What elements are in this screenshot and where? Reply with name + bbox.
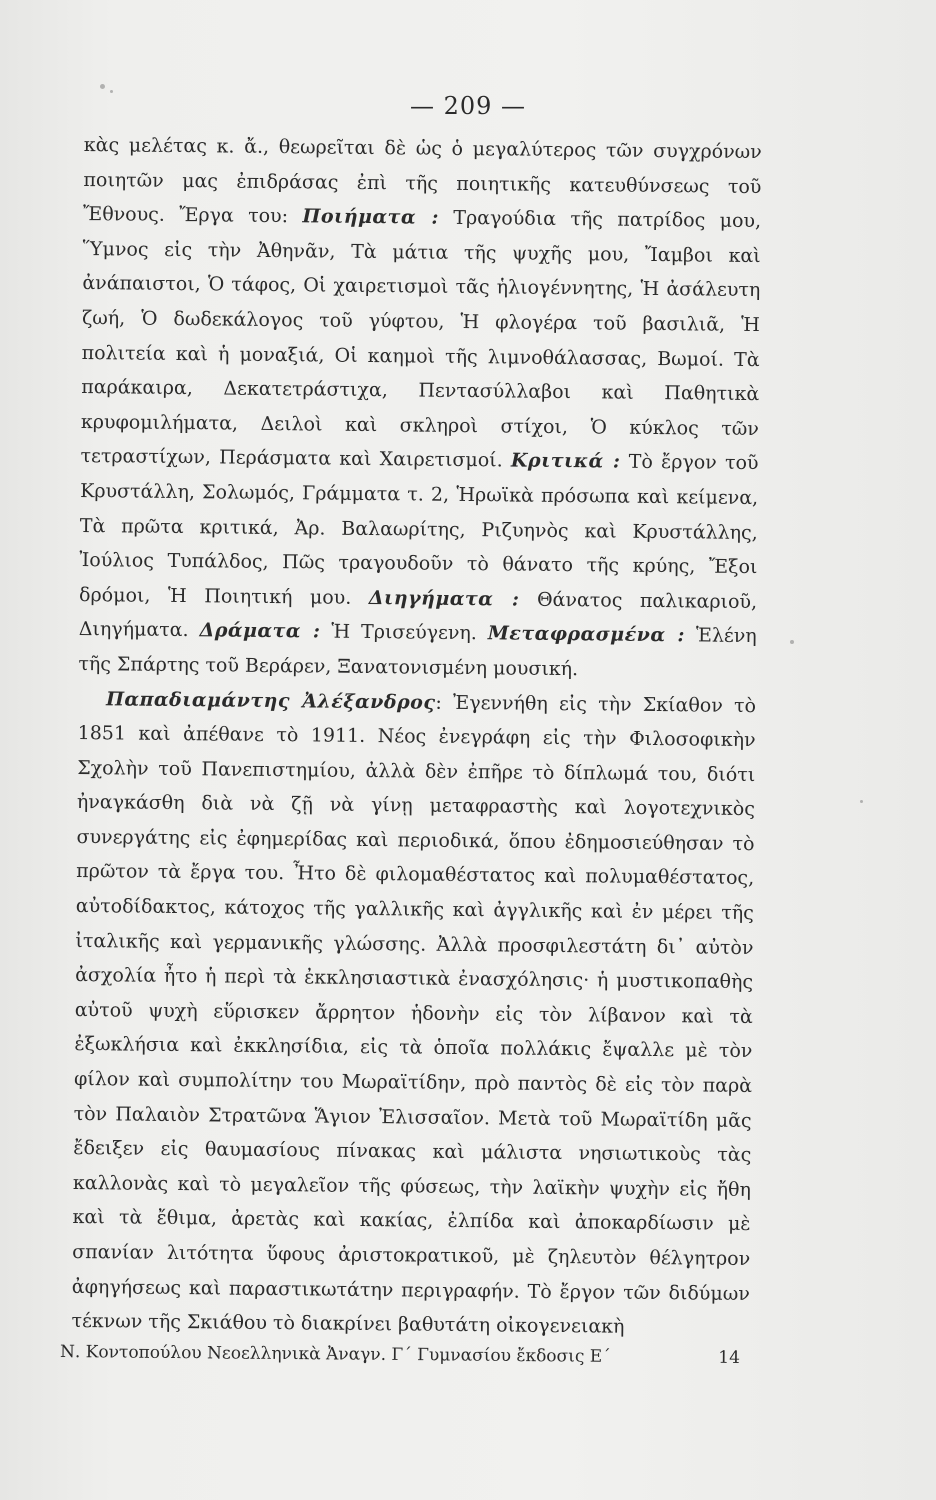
- emphasized-heading: Μεταφρασμένα :: [487, 622, 686, 647]
- emphasized-heading: Παπαδιαμάντης Ἀλέξανδρος: [105, 687, 436, 714]
- emphasized-heading: Διηγήματα :: [368, 586, 520, 611]
- text-run: Θάνατος παλικαριοῦ, Διηγήματα.: [78, 588, 758, 642]
- text-run: Τὸ ἔργον τοῦ Κρυστάλλη, Σολωμός, Γράμματα τ. 2, Ἡρωϊκὰ πρόσωπα καὶ κείμενα, Τὰ πρῶτα κριτικά, Ἀρ. Βαλαωρίτης, Ριζυηνὸς καὶ Κρυστάλλης, Ἰούλιος Τυπάλδος, Πῶς τραγουδοῦν τὸ θάνατο τῆς κρύης, Ἔξοι δρόμοι, Ἡ Ποιητική μου.: [78, 450, 759, 609]
- emphasized-heading: Κριτικά :: [510, 449, 621, 473]
- emphasized-heading: Ποιήματα :: [302, 205, 440, 229]
- text-run: : Ἐγεννήθη εἰς τὴν Σκίαθον τὸ 1851 καὶ ἀπέθανε τὸ 1911. Νέος ἐνεγράφη εἰς τὴν Φιλοσοφικὴν Σχολὴν τοῦ Πανεπιστημίου, ἀλλὰ δὲν ἐπῆρε τὸ δίπλωμά του, διότι ἠναγκάσθη διὰ νὰ ζῇ νὰ γίνῃ μεταφραστὴς καὶ λογοτεχνικὸς συνεργάτης εἰς ἐφημερίδας καὶ περιοδικά, ὅπου ἐδημοσιεύθησαν τὸ πρῶτον τὰ ἔργα του. Ἦτο δὲ φιλομαθέστατος καὶ πολυμαθέστατος, αὐτοδίδακτος, κάτοχος τῆς γαλλικῆς καὶ ἀγγλικῆς καὶ ἐν μέρει τῆς ἰταλικῆς καὶ γερμανικῆς γλώσσης. Ἀλλὰ προσφιλεστάτη δι᾿ αὐτὸν ἀσχολία ἦτο ἡ περὶ τὰ ἐκκλησιαστικὰ ἐνασχόλησις· ἡ μυστικοπαθὴς αὐτοῦ ψυχὴ εὕρισκεν ἄρρητον ἡδονὴν εἰς τὸν λίβανον καὶ τὰ ἐξωκλήσια καὶ ἐκκλησίδια, εἰς τὰ ὁποῖα πολλάκις ἔψαλλε μὲ τὸν φίλον καὶ συμπολίτην του Μωραϊτίδην, πρὸ παντὸς δὲ εἰς τὸν παρὰ τὸν Παλαιὸν Στρατῶνα Ἅγιον Ἐλισσαῖον. Μετὰ τοῦ Μωραϊτίδη μᾶς ἔδειξεν εἰς θαυμασίους πίνακας καὶ μάλιστα νησιωτικοὺς τὰς καλλονὰς καὶ τὸ μεγαλεῖον τῆς φύσεως, τὴν λαϊκὴν ψυχὴν εἰς ἤθη καὶ τὰ ἔθιμα, ἀρετὰς καὶ κακίας, ἐλπίδα καὶ ἀποκαρδίωσιν μὲ σπανίαν λιτότητα ὕφους ἀριστοκρατικοῦ, μὲ ζηλευτὸν θέλγητρον ἀφηγήσεως καὶ παραστικωτάτην περιγραφήν. Τὸ ἔργον τῶν διδύμων τέκνων τῆς Σκιάθου τὸ διακρίνει βαθυτάτη οἰκογενειακὴ: [71, 691, 757, 1338]
- page-number: — 209 —: [409, 92, 527, 120]
- footer: [60, 1342, 740, 1368]
- footer-source: Ν. Κοντοπούλου Νεοελληνικὰ Ἀναγν. Γ΄ Γυμνασίου ἔκδοσις Ε΄: [59, 1342, 611, 1367]
- emphasized-heading: Δράματα :: [199, 619, 321, 643]
- paragraph: [78, 128, 762, 689]
- ink-speck: [860, 800, 863, 803]
- text-run: Ἑλένη τῆς Σπάρτης τοῦ Βεράρεν, Ξανατονισμένη μουσική.: [78, 624, 757, 681]
- ink-speck: [790, 640, 794, 644]
- signature-mark: 14: [718, 1347, 741, 1368]
- text-run: κὰς μελέτας κ. ἄ., θεωρεῖται δὲ ὡς ὁ μεγαλύτερος τῶν συγχρόνων ποιητῶν μας ἐπιδράσας ἐπὶ τῆς ποιητικῆς κατευθύνσεως τοῦ Ἔθνους. Ἔργα του:: [82, 133, 762, 228]
- ink-speck: [100, 84, 105, 89]
- text-run: Τραγούδια τῆς πατρίδος μου, Ὕμνος εἰς τὴν Ἀθηνᾶν, Τὰ μάτια τῆς ψυχῆς μου, Ἴαμβοι καὶ ἀνάπαιστοι, Ὁ τάφος, Οἱ χαιρετισμοὶ τᾶς ἡλιογέννητης, Ἡ ἀσάλευτη ζωή, Ὁ δωδεκάλογος τοῦ γύφτου, Ἡ φλογέρα τοῦ βασιλιᾶ, Ἡ πολιτεία καὶ ἡ μοναξιά, Οἱ καημοὶ τῆς λιμνοθάλασσας, Βωμοί. Τὰ παράκαιρα, Δεκατετράστιχα, Πεντασύλλαβοι καὶ Παθητικὰ κρυφομιλήματα, Δειλοὶ καὶ σκληροὶ στίχοι, Ὁ κύκλος τῶν τετραστίχων, Περάσματα καὶ Χαιρετισμοί.: [80, 206, 762, 472]
- text-run: Ἡ Τρισεύγενη.: [320, 620, 488, 645]
- paragraph: [71, 681, 756, 1345]
- body-text: [71, 128, 762, 1346]
